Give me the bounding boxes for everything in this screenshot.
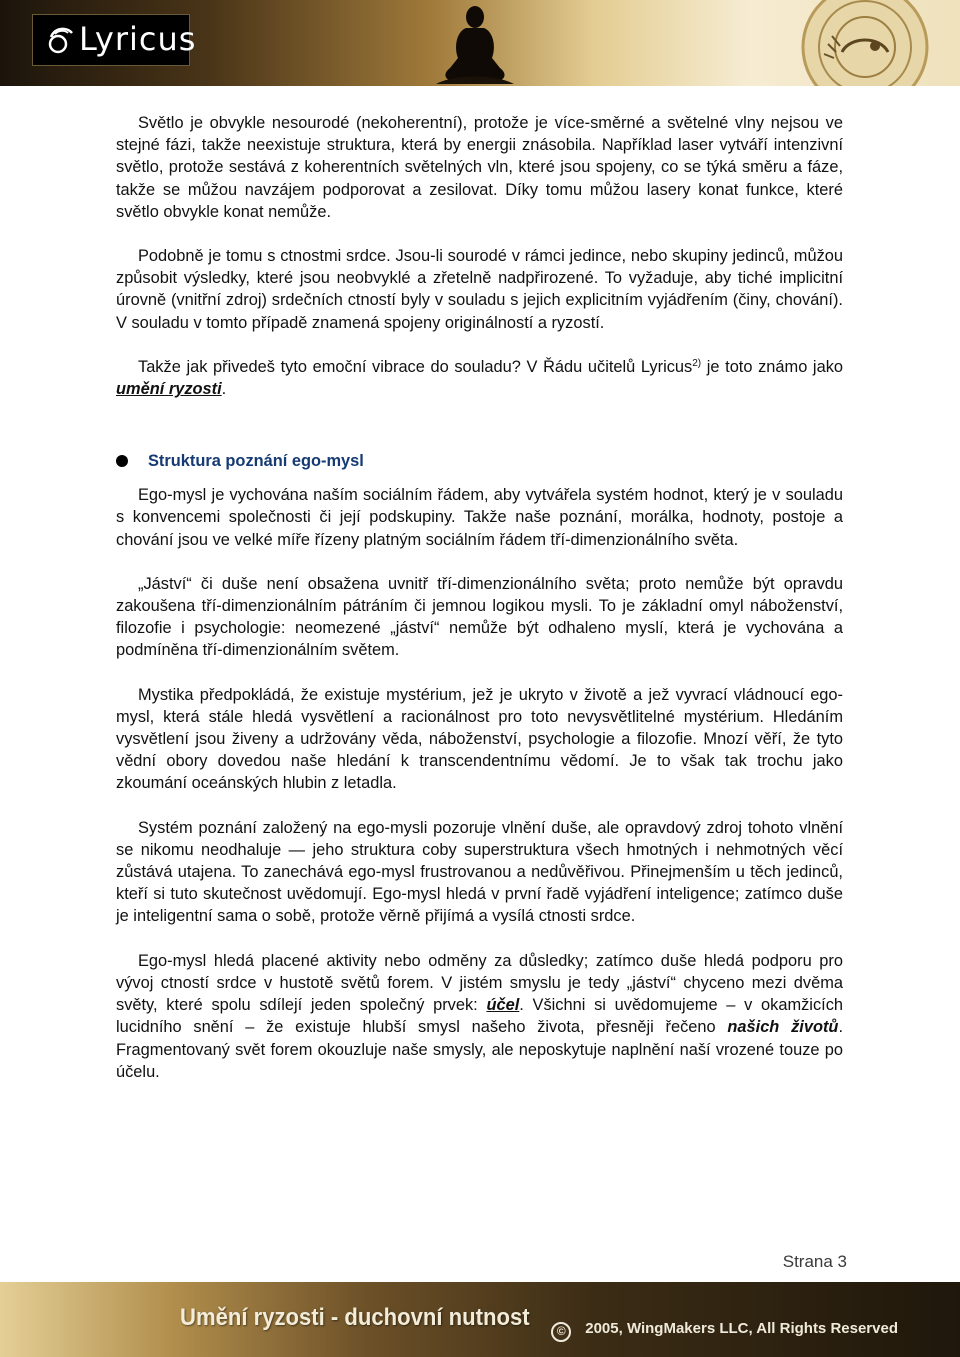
section-heading-text: Struktura poznání ego-mysl xyxy=(148,452,364,471)
emphasis-purpose: účel xyxy=(486,996,520,1015)
paragraph-art-of-purity: Takže jak přivedeš tyto emoční vibrace do souladu? V Řádu učitelů Lyricus$^{2)}$ je toto známo jako umění ryzosti. xyxy=(116,357,844,399)
paragraph-self-soul: „Jáství“ či duše není obsažena uvnitř tří-dimenzionálního světa; proto nemůže být opravdu zakoušena tří-dimenzionálním pátráním či jemnou logikou mysli. To je základní omyl náboženství, filozofie i psychologie: neomezené „jáství“ nemůže být odhaleno myslí, která je vychována a podmíněna tří-dimenzionálním světem. xyxy=(116,574,843,660)
footer-tagline: Umění ryzosti - duchovní nutnost xyxy=(180,1304,530,1331)
section-heading xyxy=(116,450,843,472)
header-banner xyxy=(0,0,960,86)
bullet-icon xyxy=(116,455,128,467)
ancient-seal-emblem-icon xyxy=(780,0,950,86)
emphasis-our-lives: našich životů xyxy=(727,1018,839,1037)
paragraph-knowledge-system: Systém poznání založený na ego-mysli pozoruje vlnění duše, ale opravdový zdroj tohoto vlnění se nikomu neodhaluje — jeho struktura coby superstruktura všech hmotných i nehmotných věcí zůstává utajena. To zanechává ego-mysl frustrovanou a nedůvěřivou. Přinejmenším u těch jedinců, kteří si tuto skutečnost uvědomují. Ego-mysl hledá v první řadě vyjádření inteligence; zatímco duše je inteligentní sama o sobě, protože věrně přijímá a vysílá ctnosti srdce. xyxy=(116,818,843,926)
paragraph-light-coherence: Světlo je obvykle nesourodé (nekoherentní), protože je více-směrné a světelné vlny nejsou ve stejné fázi, takže neexistuje struktura, která by energii znásobila. Například laser vytváří intenzivní světlo, protože sestává z koherentních světelných vln, které jsou spojeny, co se týká směru a fáze, takže se můžou navzájem podporovat a zesilovat. Díky tomu můžou lasery konat funkce, které světlo obvykle konat nemůže. xyxy=(116,114,843,221)
copyright-icon: © xyxy=(551,1322,571,1342)
copyright-notice xyxy=(551,1320,898,1342)
footnote-marker[interactable]: 2) xyxy=(692,357,702,369)
document-body xyxy=(116,112,843,1105)
copyright-text: 2005, WingMakers LLC, All Rights Reserved xyxy=(585,1320,898,1337)
paragraph-virtues-of-heart: Podobně je tomu s ctnostmi srdce. Jsou-li sourodé v rámci jedince, nebo skupiny jedinců, můžou způsobit výsledky, které jsou neobvyklé a zřetelně nadpřirozené. To vyžaduje, aby tiché implicitní úrovně (vnitřní zdroj) srdečních ctností byly v souladu s jejich explicitním vyjádřením (činy, chování). V souladu v tomto případě znamená spojeny originálností a ryzostí. xyxy=(116,247,843,332)
lyricus-logo[interactable] xyxy=(32,14,197,66)
emphasis-art-of-purity: umění ryzosti xyxy=(116,380,222,399)
page-number: Strana 3 xyxy=(782,1252,847,1271)
paragraph-ego-mind: Ego-mysl je vychována naším sociálním řádem, aby vytvářela systém hodnot, který je v souladu s konvencemi společnosti či její podskupiny. Takže naše poznání, morálka, hodnoty, postoje a chování jsou ve velké míře řízeny platným sociálním řádem tří-dimenzionálního světa. xyxy=(116,486,843,549)
paragraph-purpose: Ego-mysl hledá placené aktivity nebo odměny za důsledky; zatímco duše hledá podporu pro vývoj ctností srdce v hustotě světů forem. V jistém smyslu je tedy „jáství“ chyceno mezi dvěma světy, které spolu sdílejí jeden společný prvek: účel. Všichni si uvědomujeme – v okamžicích lucidního snění – že existuje hlubší smysl našeho života, přesněji řečeno našich životů. Fragmentovaný svět forem okouzluje naše smysly, ale neposkytuje naplnění naší vrozené touze po účelu. xyxy=(116,951,844,1081)
logo-text: Lyricus xyxy=(79,20,197,58)
meditating-figure-icon xyxy=(430,4,520,86)
lyricus-swirl-logo-icon xyxy=(41,25,75,55)
footer-banner xyxy=(0,1282,960,1357)
paragraph-mystics: Mystika předpokládá, že existuje mystérium, jež je ukryto v životě a jež vyvrací vládnoucí ego-mysl, která stále hledá vysvětlení a racionálnost pro toto nevysvětlitelné mystérium. Hledáním vysvětlení jsou živeny a udržovány věda, náboženství, psychologie a filozofie. Mnozí věří, že tyto vědní obory dovedou naše hledání k transcendentnímu vědomí. Je to však tak trochu jako zkoumání oceánských hlubin z letadla. xyxy=(116,685,843,793)
